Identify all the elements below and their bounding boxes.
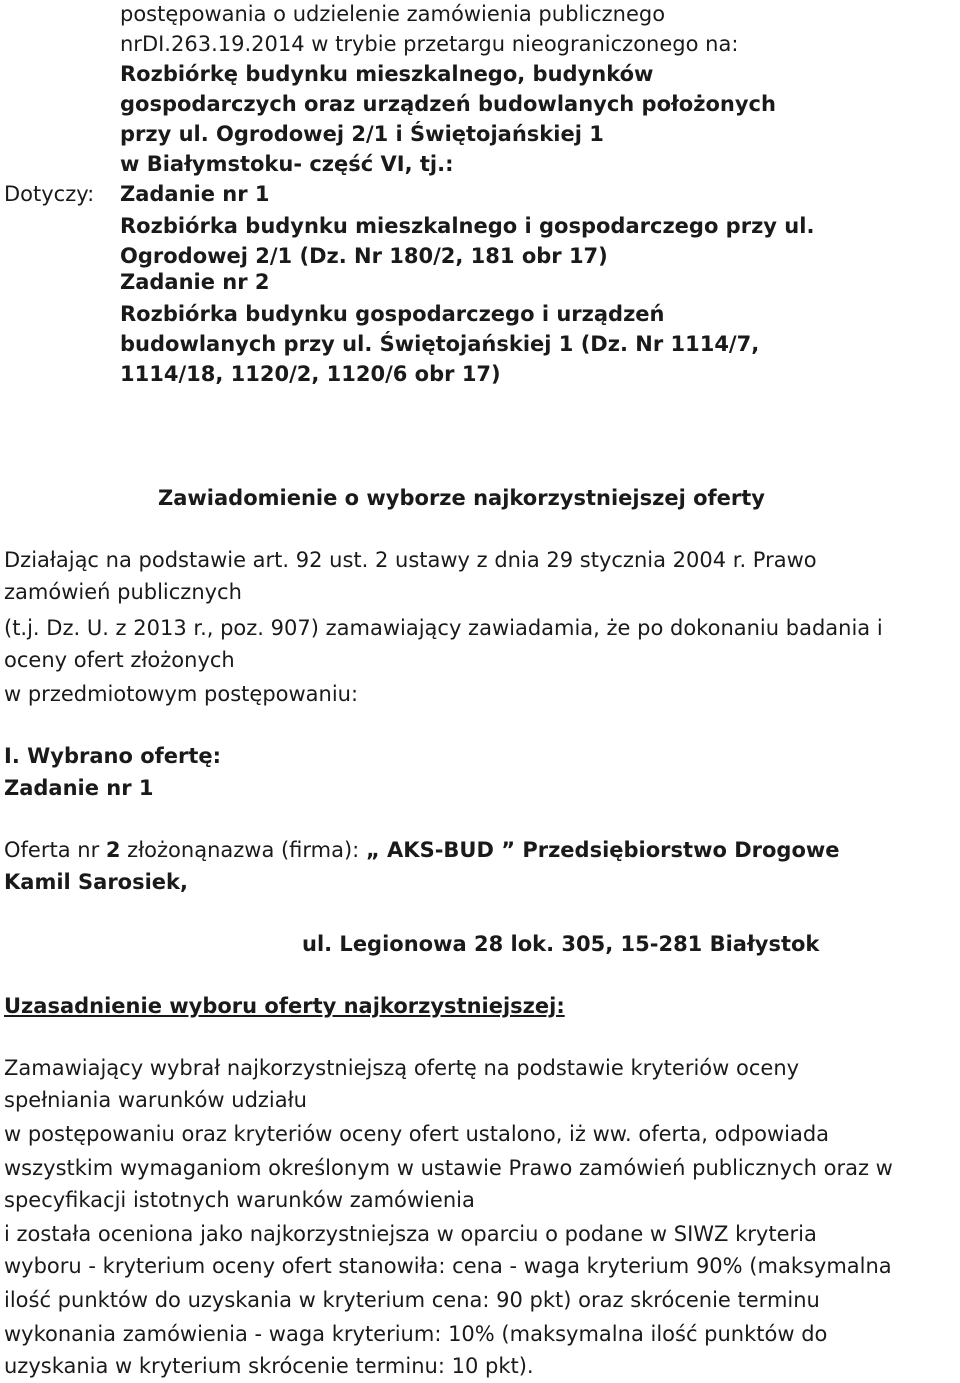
header-line-4: gospodarczych oraz urządzeń budowlanych położonych: [120, 92, 776, 116]
zadanie-1-title: Zadanie nr 1: [120, 182, 270, 206]
document-title: Zawiadomienie o wyborze najkorzystniejszej oferty: [158, 486, 765, 510]
offer-number: 2: [105, 838, 121, 862]
zadanie-2-line-3: 1114/18, 1120/2, 1120/6 obr 17): [120, 362, 501, 386]
justification-line: spełniania warunków udziału: [4, 1088, 307, 1112]
zadanie-1-line-2: Ogrodowej 2/1 (Dz. Nr 180/2, 181 obr 17): [120, 244, 608, 268]
justification-line: wyboru - kryterium oceny ofert stanowiła: cena - waga kryterium 90% (maksymalna: [4, 1254, 892, 1278]
intro-line-3: (t.j. Dz. U. z 2013 r., poz. 907) zamawiający zawiadamia, że po dokonaniu badania i: [4, 616, 883, 640]
section-1-heading: I. Wybrano ofertę:: [4, 744, 222, 768]
justification-heading: Uzasadnienie wyboru oferty najkorzystniejszej:: [4, 994, 565, 1018]
justification-line: wykonania zamówienia - waga kryterium: 10% (maksymalna ilość punktów do: [4, 1322, 828, 1346]
justification-line: uzyskania w kryterium skrócenie terminu: 10 pkt).: [4, 1354, 534, 1378]
zadanie-2-line-2: budowlanych przy ul. Świętojańskiej 1 (Dz. Nr 1114/7,: [120, 332, 760, 356]
justification-line: specyfikacji istotnych warunków zamówienia: [4, 1188, 475, 1212]
offer-prefix: Oferta nr: [4, 838, 106, 862]
justification-line: i została oceniona jako najkorzystniejsza w oparciu o podane w SIWZ kryteria: [4, 1222, 817, 1246]
header-line-2: nrDI.263.19.2014 w trybie przetargu nieograniczonego na:: [120, 32, 739, 56]
header-line-1: postępowania o udzielenie zamówienia publicznego: [120, 2, 666, 26]
section-1-zadanie: Zadanie nr 1: [4, 776, 154, 800]
header-line-3: Rozbiórkę budynku mieszkalnego, budynków: [120, 62, 654, 86]
intro-line-4: oceny ofert złożonych: [4, 648, 235, 672]
offer-middle: złożonąnazwa (firma):: [120, 838, 366, 862]
intro-line-5: w przedmiotowym postępowaniu:: [4, 682, 359, 706]
zadanie-1-line-1: Rozbiórka budynku mieszkalnego i gospodarczego przy ul.: [120, 214, 815, 238]
offer-firm-owner: Kamil Sarosiek,: [4, 870, 188, 894]
dotyczy-label: Dotyczy:: [4, 182, 95, 206]
offer-firm-name: „ AKS-BUD ” Przedsiębiorstwo Drogowe: [365, 838, 840, 862]
header-line-6: w Białymstoku- część VI, tj.:: [120, 152, 454, 176]
offer-address: ul. Legionowa 28 lok. 305, 15-281 Białystok: [302, 932, 820, 956]
zadanie-2-title: Zadanie nr 2: [120, 270, 270, 294]
justification-line: Zamawiający wybrał najkorzystniejszą ofertę na podstawie kryteriów oceny: [4, 1056, 800, 1080]
justification-line: wszystkim wymaganiom określonym w ustawie Prawo zamówień publicznych oraz w: [4, 1156, 893, 1180]
offer-line: [4, 836, 840, 864]
intro-line-2: zamówień publicznych: [4, 580, 242, 604]
intro-line-1: Działając na podstawie art. 92 ust. 2 ustawy z dnia 29 stycznia 2004 r. Prawo: [4, 548, 817, 572]
justification-line: w postępowaniu oraz kryteriów oceny ofert ustalono, iż ww. oferta, odpowiada: [4, 1122, 830, 1146]
header-line-5: przy ul. Ogrodowej 2/1 i Świętojańskiej 1: [120, 122, 604, 146]
justification-line: ilość punktów do uzyskania w kryterium cena: 90 pkt) oraz skrócenie terminu: [4, 1288, 820, 1312]
zadanie-2-line-1: Rozbiórka budynku gospodarczego i urządzeń: [120, 302, 665, 326]
